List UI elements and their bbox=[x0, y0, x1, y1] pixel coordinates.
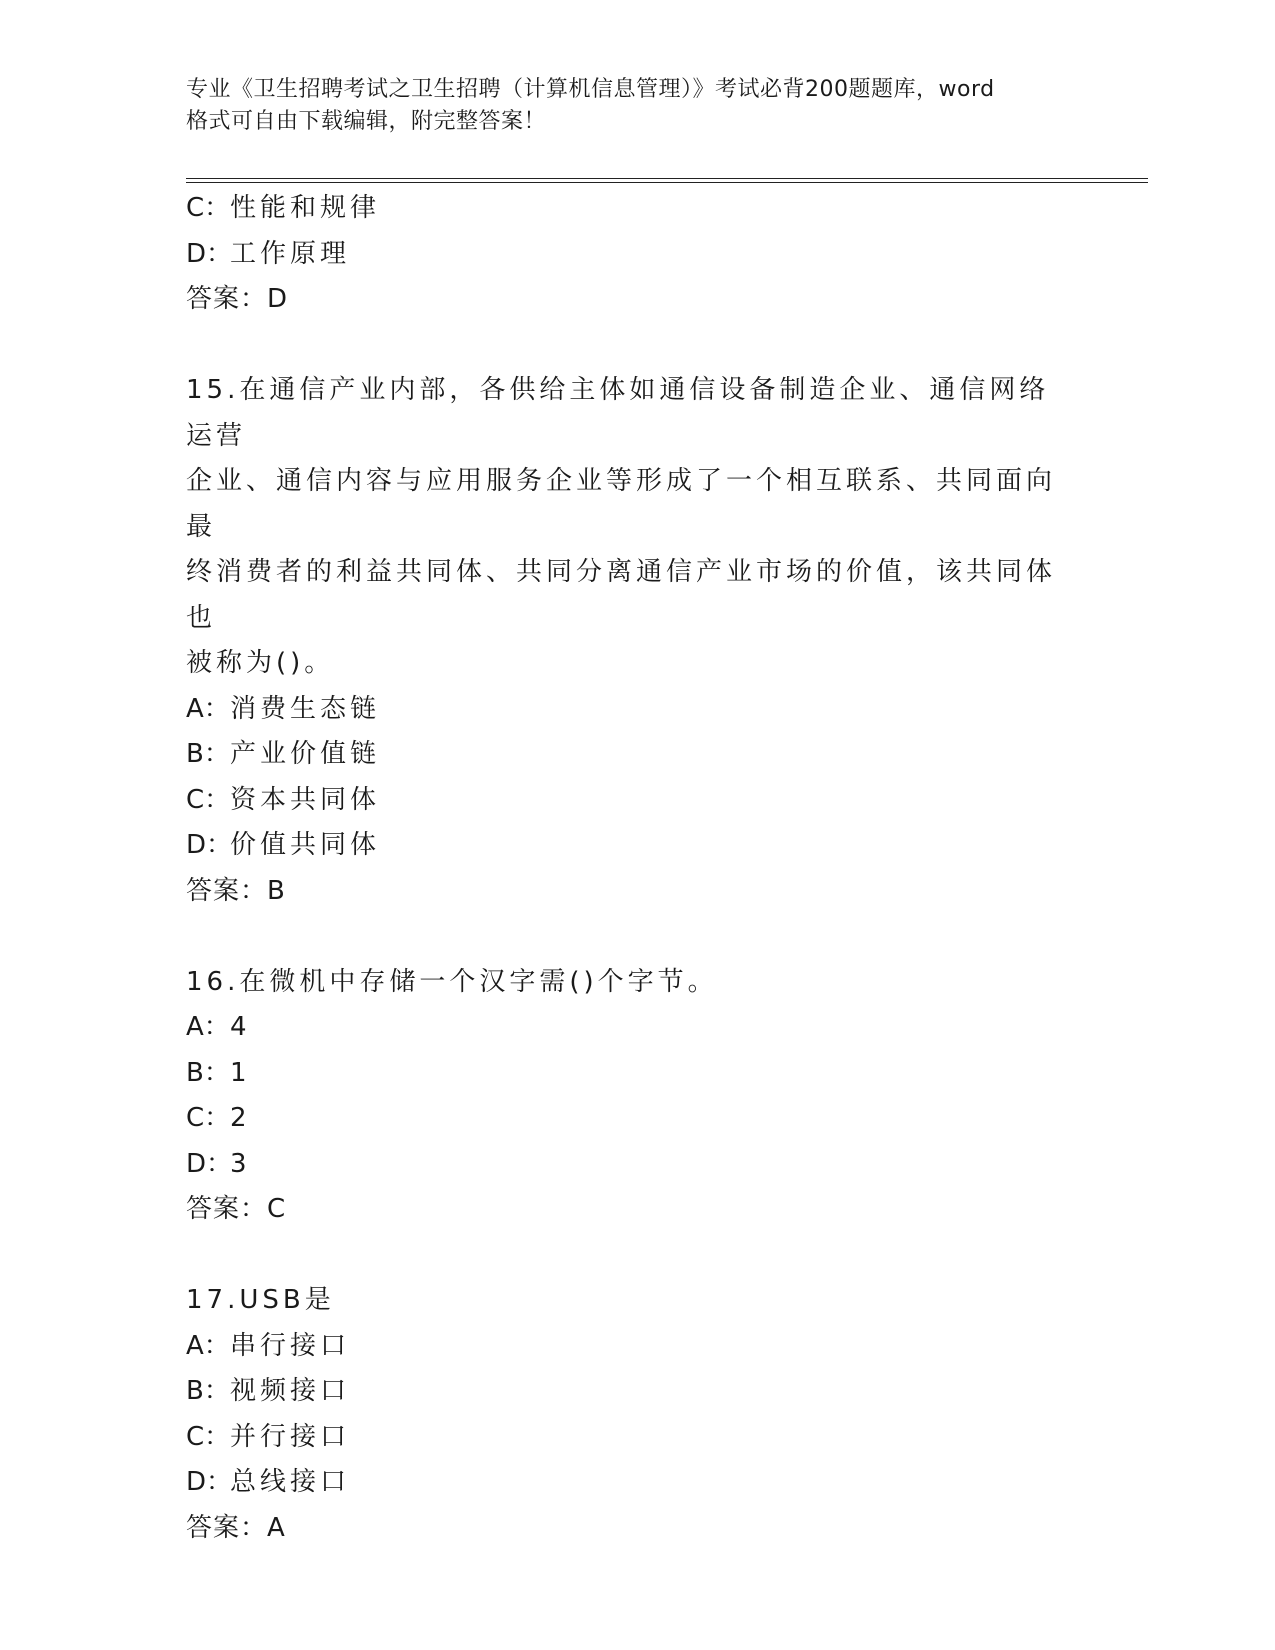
option-label: C： bbox=[186, 1421, 231, 1452]
option-c bbox=[186, 1096, 1086, 1142]
header-rule-top bbox=[186, 178, 1148, 179]
question-list bbox=[186, 186, 1086, 1551]
option-label: C： bbox=[186, 1103, 231, 1133]
option-text: 消费生态链 bbox=[230, 693, 381, 724]
option-text: 工作原理 bbox=[230, 238, 351, 269]
option-text: 视频接口 bbox=[230, 1376, 351, 1406]
option-label: A： bbox=[186, 1330, 230, 1361]
question-stem-line: 被称为()。 bbox=[186, 648, 335, 678]
question-stem-line: 16.在微机中存储一个汉字需()个字节。 bbox=[186, 966, 718, 997]
spacer bbox=[186, 323, 1086, 369]
option-label: D： bbox=[186, 238, 233, 269]
option-label: C： bbox=[186, 193, 231, 223]
option-c bbox=[186, 1415, 1086, 1461]
answer-line: 答案：A bbox=[186, 1512, 286, 1543]
answer-line: 答案：B bbox=[186, 875, 286, 906]
option-b bbox=[186, 1051, 1086, 1097]
option-d bbox=[186, 823, 1086, 869]
option-text: 性能和规律 bbox=[230, 193, 381, 223]
answer-line: 答案：D bbox=[186, 284, 289, 314]
option-text: 1 bbox=[230, 1057, 251, 1088]
option-label: A： bbox=[186, 1012, 230, 1042]
option-a bbox=[186, 1324, 1086, 1370]
question-16 bbox=[186, 960, 1086, 1233]
option-text: 4 bbox=[230, 1012, 251, 1042]
option-text: 并行接口 bbox=[230, 1421, 351, 1452]
question-14-tail bbox=[186, 186, 1086, 323]
option-b bbox=[186, 1369, 1086, 1415]
option-label: B： bbox=[186, 739, 230, 769]
header-rule-bottom bbox=[186, 182, 1148, 183]
header-line-2: 格式可自由下载编辑，附完整答案！ bbox=[186, 109, 547, 134]
question-stem-line: 15.在通信产业内部，各供给主体如通信设备制造企业、通信网络运营 bbox=[186, 375, 1050, 451]
spacer bbox=[186, 914, 1086, 960]
option-a bbox=[186, 1005, 1086, 1051]
option-b bbox=[186, 732, 1086, 778]
option-text: 2 bbox=[230, 1103, 251, 1133]
option-text: 3 bbox=[230, 1148, 251, 1179]
option-text: 产业价值链 bbox=[230, 739, 381, 769]
document-header bbox=[186, 74, 1086, 138]
option-text: 资本共同体 bbox=[230, 784, 381, 815]
option-text: 价值共同体 bbox=[230, 830, 381, 860]
option-label: D： bbox=[186, 830, 233, 860]
option-c bbox=[186, 186, 1086, 232]
spacer bbox=[186, 1233, 1086, 1279]
question-stem-line: 企业、通信内容与应用服务企业等形成了一个相互联系、共同面向最 bbox=[186, 466, 1057, 542]
option-c bbox=[186, 778, 1086, 824]
option-label: D： bbox=[186, 1467, 233, 1497]
question-stem-line: 17.USB是 bbox=[186, 1285, 335, 1315]
option-d bbox=[186, 1142, 1086, 1188]
option-d bbox=[186, 1460, 1086, 1506]
option-label: B： bbox=[186, 1057, 230, 1088]
question-17 bbox=[186, 1278, 1086, 1551]
option-label: A： bbox=[186, 693, 230, 724]
option-d bbox=[186, 232, 1086, 278]
question-15 bbox=[186, 368, 1086, 914]
header-line-1: 专业《卫生招聘考试之卫生招聘（计算机信息管理）》考试必背200题题库，word bbox=[186, 77, 995, 102]
option-label: B： bbox=[186, 1376, 230, 1406]
option-text: 总线接口 bbox=[230, 1467, 351, 1497]
option-text: 串行接口 bbox=[230, 1330, 351, 1361]
question-stem-line: 终消费者的利益共同体、共同分离通信产业市场的价值，该共同体也 bbox=[186, 557, 1057, 633]
option-a bbox=[186, 687, 1086, 733]
answer-line: 答案：C bbox=[186, 1194, 287, 1224]
option-label: D： bbox=[186, 1148, 233, 1179]
option-label: C： bbox=[186, 784, 231, 815]
